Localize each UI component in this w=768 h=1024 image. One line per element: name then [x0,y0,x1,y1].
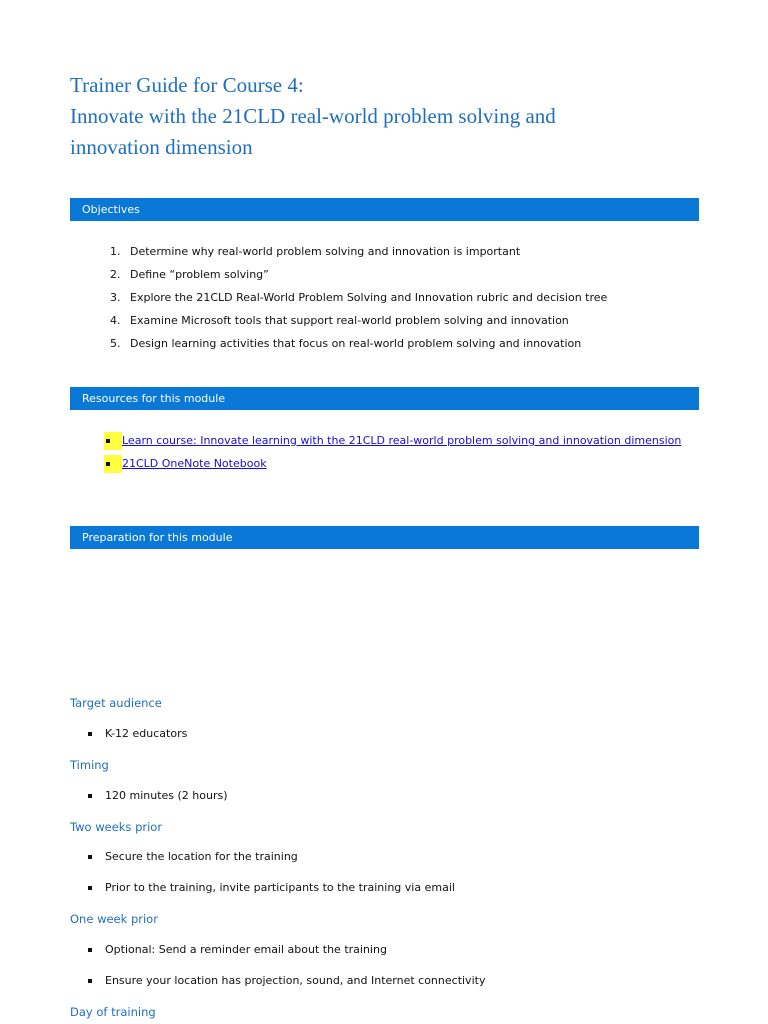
list-item-text: Design learning activities that focus on real-world problem solving and innovation [130,337,582,350]
day-of-training-heading: Day of training [70,1005,156,1019]
objectives-list [110,243,607,358]
target-audience-heading: Target audience [70,696,162,710]
list-item [110,243,607,266]
list-item [88,850,298,863]
list-item [110,289,607,312]
list-item-text: Explore the 21CLD Real-World Problem Solving and Innovation rubric and decision tree [130,291,608,304]
list-item [88,974,485,987]
list-item [110,335,607,358]
one-week-prior-heading: One week prior [70,912,158,926]
list-number: 4. [110,314,121,327]
bullet-icon [88,886,92,890]
list-item-text: Ensure your location has projection, sound, and Internet connectivity [105,974,486,987]
title-line-1: Trainer Guide for Course 4: [70,73,304,97]
bullet-icon [106,439,110,443]
list-item-text: Optional: Send a reminder email about the training [105,943,387,956]
learn-course-link[interactable]: Learn course: Innovate learning with the 21CLD real-world problem solving and innovation dimension [122,434,682,447]
resources-section-bar: Resources for this module [70,387,699,410]
list-item [88,881,455,894]
list-number: 3. [110,291,121,304]
bullet-icon [88,794,92,798]
list-item [88,789,228,802]
bullet-icon [88,979,92,983]
list-item [104,455,681,478]
bullet-icon [106,462,110,466]
list-item-text: Prior to the training, invite participants to the training via email [105,881,455,894]
resources-list [104,432,681,478]
bullet-icon [88,732,92,736]
list-item [110,312,607,335]
two-weeks-prior-heading: Two weeks prior [70,820,163,834]
list-item-text: Determine why real-world problem solving and innovation is important [130,245,521,258]
list-item-text: Define “problem solving” [130,268,269,281]
list-item [88,943,387,956]
title-line-2: Innovate with the 21CLD real-world problem solving and [70,104,556,128]
preparation-section-bar: Preparation for this module [70,526,699,549]
highlighted-bullet [104,432,122,450]
bullet-icon [88,855,92,859]
list-item [104,432,681,455]
timing-heading: Timing [70,758,109,772]
list-item-text: K-12 educators [105,727,188,740]
list-item-text: Examine Microsoft tools that support real-world problem solving and innovation [130,314,569,327]
list-item-text: Secure the location for the training [105,850,298,863]
list-number: 2. [110,268,121,281]
title-line-3: innovation dimension [70,135,253,159]
list-item-text: 120 minutes (2 hours) [105,789,228,802]
bullet-icon [88,948,92,952]
list-item [110,266,607,289]
onenote-notebook-link[interactable]: 21CLD OneNote Notebook [122,457,267,470]
document-title [70,70,690,163]
list-number: 5. [110,337,121,350]
list-item [88,727,187,740]
list-number: 1. [110,245,121,258]
objectives-section-bar: Objectives [70,198,699,221]
highlighted-bullet [104,455,122,473]
